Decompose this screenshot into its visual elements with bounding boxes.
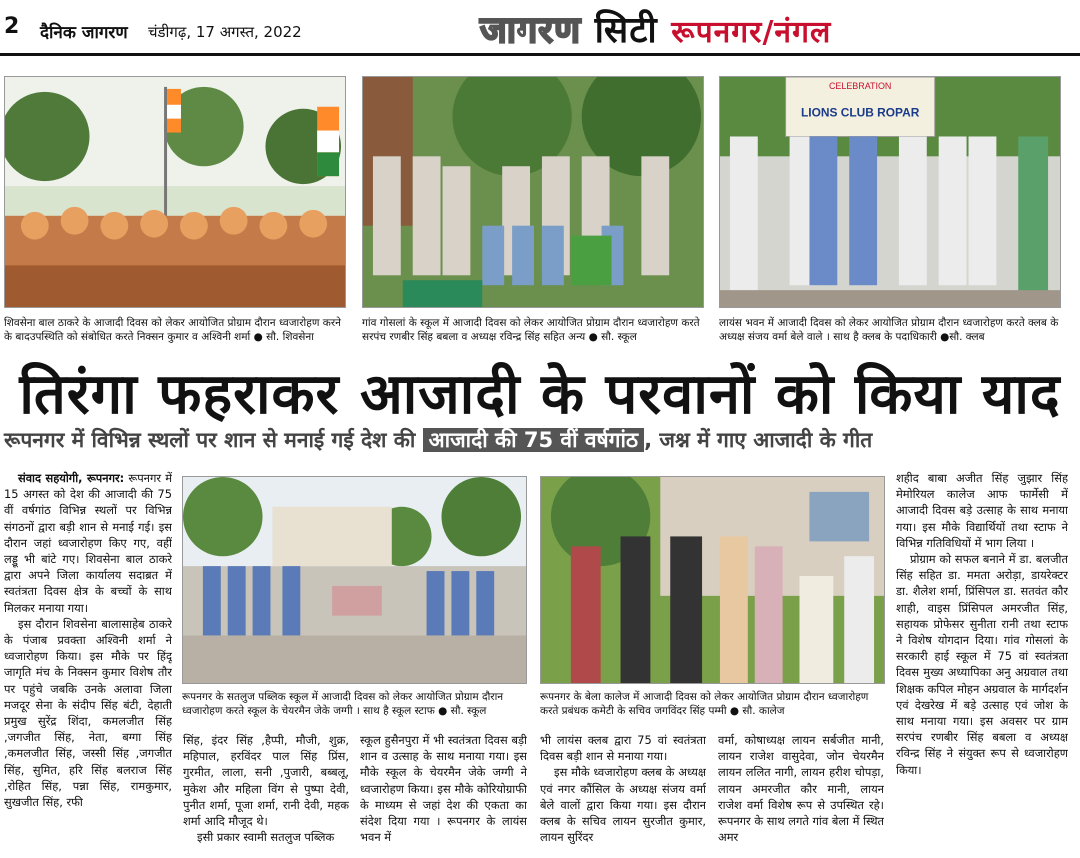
photo-school-flag-hoisting	[362, 76, 704, 308]
caption-top-right: लायंस भवन में आजादी दिवस को लेकर आयोजित प्रोग्राम दौरान ध्वजारोहण करते क्लब के अध्यक्ष संजय वर्मा बेले वाले । साथ है क्लब के पदाधिकारी ●सौ. क्लब	[719, 317, 1059, 343]
brand-part1: जागरण	[480, 10, 582, 51]
edition-date: चंडीगढ़, 17 अगस्त, 2022	[148, 23, 302, 41]
col6-para1: शहीद बाबा अजीत सिंह जुझार सिंह मेमोरियल कालेज आफ फार्मेसी में आजादी दिवस बड़े उत्साह के साथ मनाया गया। इस मौके विद्यार्थियों तथा स्टाफ ने विभिन्न गतिविधियों में भाग लिया ।	[896, 471, 1068, 550]
photo-satluj-school	[182, 476, 527, 684]
col4-para1: भी लायंस क्लब द्वारा 75 वां स्वतंत्रता दिवस बड़ी शान से मनाया गया।	[540, 733, 706, 764]
caption-mid-right: रूपनगर के बेला कालेज में आजादी दिवस को लेकर आयोजित प्रोग्राम दौरान ध्वजारोहण करते प्रबंधक कमेटी के सचिव जगविंदर सिंह पम्मी ● सौ. कालेज	[540, 691, 869, 717]
banner-line1: CELEBRATION	[828, 80, 892, 91]
article-column-6	[896, 470, 1068, 858]
article-column-2	[183, 732, 349, 858]
article-column-1	[4, 470, 172, 858]
caption-top-left: शिवसेना बाल ठाकरे के आजादी दिवस को लेकर आयोजित प्रोग्राम दौरान ध्वजारोहण करने के बादउपस्थिति को संबोधित करते निक्सन कुमार व अश्विनी शर्मा ● सौ. शिवसेना	[4, 317, 341, 343]
caption-mid-left: रूपनगर के सतलुज पब्लिक स्कूल में आजादी दिवस को लेकर आयोजित प्रोग्राम दौरान ध्वजारोहण करते स्कूल के चेयरमैन जेके जग्गी । साथ है स्कूल स्टाफ ● सौ. स्कूल	[182, 691, 504, 717]
section-brand	[480, 4, 831, 53]
col1-para1: रूपनगर में 15 अगस्त को देश की आजादी की 75 वीं वर्षगांठ विभिन्न स्थलों पर विभिन्न संगठनों द्वारा बड़ी शान से मनाई गई। इस दौरान जहां ध्वजारोहण किए गए, वहीं लड्डू भी बांटे गए। शिवसेना बाल ठाकरे द्वारा अपने जिला कार्यालय सदाब्रत में स्वतंत्रता दिवस क्षेत्र के बच्चों के साथ मिलकर मनाया गया।	[4, 471, 172, 615]
subhead-pre: रूपनगर में विभिन्न स्थलों पर शान से मनाई गई देश की	[4, 428, 416, 452]
brand-part2: सिटी	[594, 10, 658, 51]
article-column-3	[360, 732, 527, 858]
col2-para1: सिंह, इंदर सिंह ,हैप्पी, मौजी, शुक्र, महिपाल, हरविंदर पाल सिंह प्रिंस, गुरमीत, लाला, सनी ,पुजारी, बब्बलू, मुकेश और महिला विंग से पुष्पा देवी, पुनीत शर्मा, पूजा शर्मा, रानी देवी, महक शर्मा आदि मौजूद थे।	[183, 733, 349, 829]
masthead	[0, 0, 1080, 56]
photo-bela-college	[540, 476, 885, 684]
col5-para1: वर्मा, कोषाध्यक्ष लायन सर्बजीत मानी, लायन राजेश वासुदेवा, जोन चेयरमैन लायन ललित नागी, लायन हरीश चोपड़ा, लायन अमरजीत कौर मानी, लायन राजेश वर्मा विशेष रूप से उपस्थित रहे। रूपनगर के साथ लगते गांव बेला में स्थित अमर	[718, 733, 884, 845]
caption-top-middle: गांव गोसलां के स्कूल में आजादी दिवस को लेकर आयोजित प्रोग्राम दौरान ध्वजारोहण करते सरपंच रणबीर सिंह बबला व अध्यक्ष रविन्द्र सिंह सहित अन्य ● सौ. स्कूल	[362, 317, 700, 343]
col1-para2: इस दौरान शिवसेना बालासाहेब ठाकरे के पंजाब प्रवक्ता अश्विनी शर्मा ने ध्वजारोहण किया। इस मौके पर हिंदू जागृति मंच के निक्सन कुमार विशेष तौर पर पहुंचे जबकि उनके अलावा जिला मजदूर सेना के संदीप सिंह बंटी, देहाती प्रमुख सुरेंद्र शिंदा, कमलजीत सिंह ,जगजीत सिंह, नेता, बग्गा सिंह ,कमलजीत सिंह, जस्सी सिंह ,जगजीत सिंह, सुमित, हरि सिंह बलराज सिंह ,रोहित सिंह, पन्ना सिंह, रामकुमार, सुखजीत सिंह, रफी	[4, 616, 172, 810]
brand-region: रूपनगर/नंगल	[671, 15, 832, 50]
subheadline	[0, 426, 1080, 454]
page-headline: तिरंगा फहराकर आजादी के परवानों को किया याद	[19, 362, 1061, 427]
page-number: 2	[4, 14, 20, 39]
col2-para2: इसी प्रकार स्वामी सतलुज पब्लिक	[197, 830, 335, 845]
article-column-4	[540, 732, 706, 858]
article-column-5	[718, 732, 884, 858]
col4-para2: इस मौके ध्वजारोहण क्लब के अध्यक्ष एवं नगर कौंसिल के अध्यक्ष संजय वर्मा बेले वालों द्वारा किया गया। इस दौरान क्लब के सचिव लायन सुरजीत कुमार, लायन सुरिंदर	[540, 765, 706, 845]
paper-name: दैनिक जागरण	[40, 23, 128, 43]
col6-para2: प्रोग्राम को सफल बनाने में डा. बलजीत सिंह सहित डा. ममता अरोड़ा, डायरेक्टर डा. शैलेश शर्मा, प्रिंसिपल डा. सतवंत कौर शाही, वाइस प्रिंसिपल अमरजीत सिंह, सहायक प्रोफेसर सुनीता रानी तथा स्टाफ ने विशेष योगदान दिया। गांव गोसलां के सरकारी हाई स्कूल में 75 वां स्वतंत्रता दिवस मुख्य अध्यापिका अनु अग्रवाल तथा शिक्षक कपिल मोहन अग्रवाल के मार्गदर्शन एवं देखरेख में बड़े उत्साह एवं जोश के साथ मनाया गया। इस अवसर पर ग्राम सरपंच रणबीर सिंह बबला व अध्यक्ष रविन्द्र सिंह ने संयुक्त रूप से ध्वजारोहण किया।	[896, 552, 1068, 777]
photo-shivsena-flag-hoisting	[4, 76, 346, 308]
subhead-highlight: आजादी की 75 वीं वर्षगांठ	[423, 428, 645, 452]
banner-line2: LIONS CLUB ROPAR	[800, 105, 920, 120]
photo-lions-club-flag-hoisting	[719, 76, 1061, 308]
subhead-post: , जश्न में गाए आजादी के गीत	[644, 428, 873, 452]
byline: संवाद सहयोगी, रूपनगर:	[18, 471, 125, 485]
col3-para1: स्कूल हुसैनपुरा में भी स्वतंत्रता दिवस बड़ी शान व उत्साह के साथ मनाया गया। इस मौके स्कूल के चेयरमैन जेके जग्गी ने ध्वजारोहण किया। इस मौके कोरियोग्राफी के माध्यम से जहां देश की एकता का संदेश दिया गया । रूपनगर के लायंस भवन में	[360, 733, 527, 845]
